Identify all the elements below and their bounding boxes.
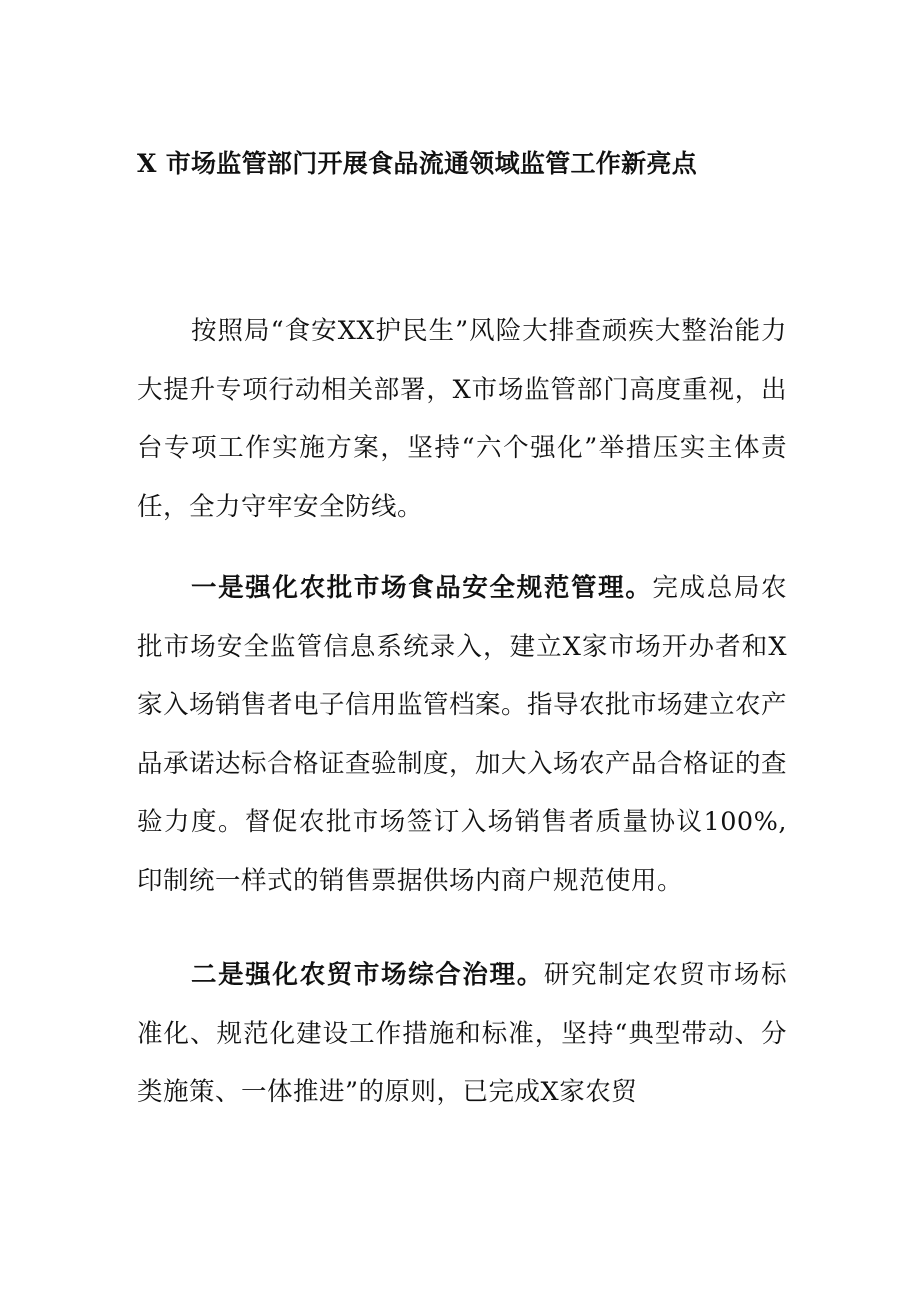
paragraph-intro (137, 302, 787, 536)
paragraph-lead: 二是强化农贸市场综合治理。 (191, 960, 544, 990)
paragraph-wholesale-market (137, 559, 787, 910)
paragraph-farmers-market (137, 946, 787, 1122)
paragraph-text: 按照局“食安XX护民生”风险大排查顽疾大整治能力大提升专项行动相关部署，X市场监管部门高度重视，出台专项工作实施方案，坚持“六个强化”举措压实主体责任，全力守牢安全防线。 (137, 316, 787, 522)
paragraph-text: 研究制定农贸市场标准化、规范化建设工作措施和标准，坚持“典型带动、分类施策、一体推进”的原则，已完成X家农贸 (137, 960, 787, 1107)
paragraph-text: 完成总局农批市场安全监管信息系统录入，建立X家市场开办者和X家入场销售者电子信用监管档案。指导农批市场建立农产品承诺达标合格证查验制度，加大入场农产品合格证的查验力度。督促农批市场签订入场销售者质量协议100%,印制统一样式的销售票据供场内商户规范使用。 (137, 573, 788, 896)
paragraph-lead: 一是强化农批市场食品安全规范管理。 (191, 573, 653, 603)
document-title: X 市场监管部门开展食品流通领域监管工作新亮点 (137, 149, 698, 178)
